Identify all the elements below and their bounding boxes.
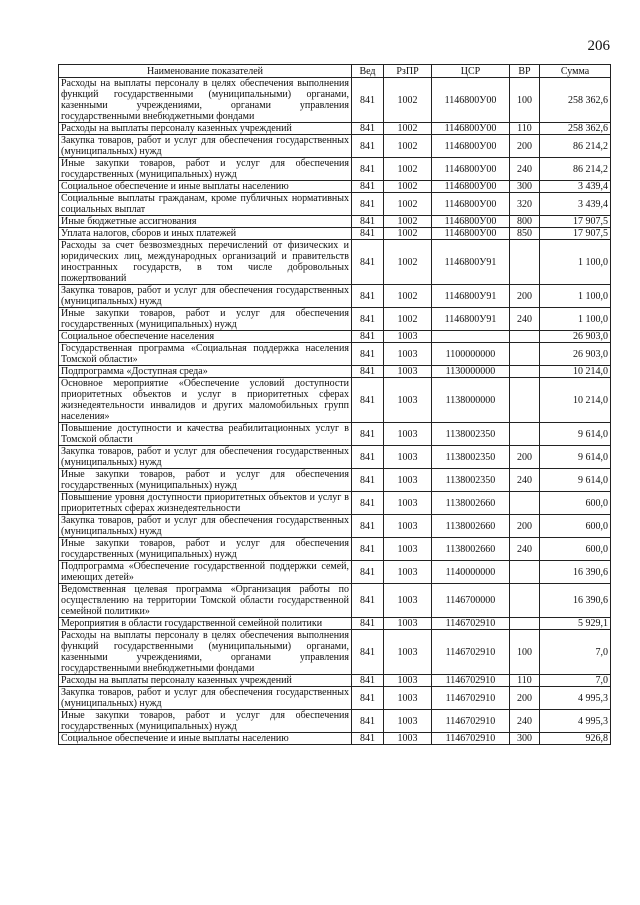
table-row [59, 446, 611, 469]
row-vr [510, 366, 540, 378]
row-csr: 1138000000 [432, 378, 510, 423]
row-sum: 86 214,2 [540, 158, 611, 181]
row-sum: 5 929,1 [540, 618, 611, 630]
row-name: Расходы на выплаты персоналу казенных учреждений [59, 675, 352, 687]
row-csr: 1138002660 [432, 515, 510, 538]
row-ved: 841 [352, 158, 384, 181]
row-ved: 841 [352, 687, 384, 710]
row-ved: 841 [352, 733, 384, 745]
row-ved: 841 [352, 378, 384, 423]
row-rzpr: 1002 [384, 158, 432, 181]
row-rzpr: 1003 [384, 378, 432, 423]
row-rzpr: 1003 [384, 687, 432, 710]
row-ved: 841 [352, 240, 384, 285]
row-ved: 841 [352, 538, 384, 561]
row-vr [510, 343, 540, 366]
row-rzpr: 1002 [384, 228, 432, 240]
row-rzpr: 1002 [384, 240, 432, 285]
row-sum: 600,0 [540, 492, 611, 515]
row-name: Уплата налогов, сборов и иных платежей [59, 228, 352, 240]
row-csr: 1146800У91 [432, 240, 510, 285]
row-sum: 9 614,0 [540, 423, 611, 446]
row-ved: 841 [352, 630, 384, 675]
row-vr: 200 [510, 135, 540, 158]
row-sum: 9 614,0 [540, 446, 611, 469]
table-row [59, 308, 611, 331]
row-sum: 258 362,6 [540, 78, 611, 123]
table-row [59, 343, 611, 366]
row-vr: 100 [510, 78, 540, 123]
row-vr: 110 [510, 123, 540, 135]
row-ved: 841 [352, 423, 384, 446]
row-vr: 110 [510, 675, 540, 687]
row-rzpr: 1002 [384, 78, 432, 123]
row-rzpr: 1003 [384, 733, 432, 745]
header-rzpr: РзПР [384, 65, 432, 78]
table-row [59, 733, 611, 745]
table-row [59, 240, 611, 285]
row-sum: 17 907,5 [540, 228, 611, 240]
row-name: Закупка товаров, работ и услуг для обеспечения государственных (муниципальных) нужд [59, 135, 352, 158]
row-ved: 841 [352, 561, 384, 584]
table-row [59, 618, 611, 630]
row-rzpr: 1002 [384, 216, 432, 228]
row-csr: 1146700000 [432, 584, 510, 618]
row-vr [510, 561, 540, 584]
row-sum: 3 439,4 [540, 193, 611, 216]
row-name: Закупка товаров, работ и услуг для обеспечения государственных (муниципальных) нужд [59, 285, 352, 308]
row-name: Социальное обеспечение и иные выплаты населению [59, 181, 352, 193]
row-csr: 1146800У00 [432, 181, 510, 193]
row-rzpr: 1003 [384, 630, 432, 675]
row-rzpr: 1002 [384, 135, 432, 158]
row-ved: 841 [352, 446, 384, 469]
row-csr: 1146800У00 [432, 216, 510, 228]
row-ved: 841 [352, 78, 384, 123]
row-vr: 240 [510, 308, 540, 331]
row-rzpr: 1003 [384, 675, 432, 687]
row-vr [510, 423, 540, 446]
row-ved: 841 [352, 710, 384, 733]
header-vr: ВР [510, 65, 540, 78]
row-vr [510, 584, 540, 618]
row-sum: 7,0 [540, 675, 611, 687]
row-name: Социальные выплаты гражданам, кроме публичных нормативных социальных выплат [59, 193, 352, 216]
table-row [59, 630, 611, 675]
row-name: Иные закупки товаров, работ и услуг для обеспечения государственных (муниципальных) нужд [59, 538, 352, 561]
row-name: Иные бюджетные ассигнования [59, 216, 352, 228]
row-csr: 1138002660 [432, 492, 510, 515]
row-csr: 1146800У91 [432, 308, 510, 331]
row-name: Расходы на выплаты персоналу в целях обеспечения выполнения функций государственными (муниципальными) органами, казенными учреждениями, органами управления государственными внебюджетными фондами [59, 78, 352, 123]
table-row [59, 515, 611, 538]
row-vr: 200 [510, 285, 540, 308]
row-vr: 200 [510, 687, 540, 710]
row-rzpr: 1003 [384, 343, 432, 366]
row-sum: 4 995,3 [540, 710, 611, 733]
row-csr: 1146800У00 [432, 158, 510, 181]
row-rzpr: 1003 [384, 331, 432, 343]
row-name: Подпрограмма «Обеспечение государственной поддержки семей, имеющих детей» [59, 561, 352, 584]
row-sum: 17 907,5 [540, 216, 611, 228]
row-ved: 841 [352, 285, 384, 308]
table-row [59, 331, 611, 343]
table-row [59, 710, 611, 733]
table-row [59, 228, 611, 240]
row-ved: 841 [352, 308, 384, 331]
table-row [59, 423, 611, 446]
table-row [59, 135, 611, 158]
row-csr: 1146800У00 [432, 123, 510, 135]
row-name: Иные закупки товаров, работ и услуг для обеспечения государственных (муниципальных) нужд [59, 710, 352, 733]
row-csr: 1146800У00 [432, 135, 510, 158]
row-ved: 841 [352, 193, 384, 216]
row-name: Повышение доступности и качества реабилитационных услуг в Томской области [59, 423, 352, 446]
row-name: Расходы на выплаты персоналу в целях обеспечения выполнения функций государственными (муниципальными) органами, казенными учреждениями, органами управления государственными внебюджетными фондами [59, 630, 352, 675]
row-sum: 7,0 [540, 630, 611, 675]
table-row [59, 584, 611, 618]
row-rzpr: 1003 [384, 561, 432, 584]
row-rzpr: 1003 [384, 618, 432, 630]
row-csr: 1138002350 [432, 423, 510, 446]
row-csr: 1146702910 [432, 710, 510, 733]
header-csr: ЦСР [432, 65, 510, 78]
row-rzpr: 1003 [384, 366, 432, 378]
table-row [59, 687, 611, 710]
row-csr: 1146702910 [432, 630, 510, 675]
row-sum: 9 614,0 [540, 469, 611, 492]
row-rzpr: 1003 [384, 515, 432, 538]
row-rzpr: 1003 [384, 469, 432, 492]
table-row [59, 78, 611, 123]
row-csr: 1146702910 [432, 733, 510, 745]
table-row [59, 123, 611, 135]
row-rzpr: 1003 [384, 584, 432, 618]
row-sum: 1 100,0 [540, 285, 611, 308]
page-number: 206 [587, 38, 610, 54]
row-vr: 200 [510, 446, 540, 469]
row-rzpr: 1002 [384, 285, 432, 308]
row-ved: 841 [352, 584, 384, 618]
row-rzpr: 1002 [384, 193, 432, 216]
row-csr: 1100000000 [432, 343, 510, 366]
row-name: Иные закупки товаров, работ и услуг для обеспечения государственных (муниципальных) нужд [59, 469, 352, 492]
row-ved: 841 [352, 135, 384, 158]
row-csr: 1146800У00 [432, 193, 510, 216]
row-rzpr: 1003 [384, 710, 432, 733]
row-sum: 10 214,0 [540, 378, 611, 423]
row-name: Закупка товаров, работ и услуг для обеспечения государственных (муниципальных) нужд [59, 687, 352, 710]
table-row [59, 469, 611, 492]
row-vr: 200 [510, 515, 540, 538]
row-name: Закупка товаров, работ и услуг для обеспечения государственных (муниципальных) нужд [59, 515, 352, 538]
header-name: Наименование показателей [59, 65, 352, 78]
row-ved: 841 [352, 343, 384, 366]
row-ved: 841 [352, 675, 384, 687]
row-csr: 1138002660 [432, 538, 510, 561]
row-vr: 320 [510, 193, 540, 216]
row-rzpr: 1002 [384, 308, 432, 331]
row-ved: 841 [352, 469, 384, 492]
row-name: Ведомственная целевая программа «Организация работы по осуществлению на территории Томской области государственной семейной политики» [59, 584, 352, 618]
row-sum: 3 439,4 [540, 181, 611, 193]
row-ved: 841 [352, 216, 384, 228]
table-header-row [59, 65, 611, 78]
row-vr: 100 [510, 630, 540, 675]
header-sum: Сумма [540, 65, 611, 78]
row-rzpr: 1003 [384, 423, 432, 446]
row-vr [510, 240, 540, 285]
row-name: Социальное обеспечение населения [59, 331, 352, 343]
row-rzpr: 1003 [384, 492, 432, 515]
row-name: Расходы на выплаты персоналу казенных учреждений [59, 123, 352, 135]
row-csr: 1146702910 [432, 687, 510, 710]
row-rzpr: 1003 [384, 538, 432, 561]
row-csr: 1146702910 [432, 675, 510, 687]
row-csr: 1140000000 [432, 561, 510, 584]
row-sum: 16 390,6 [540, 561, 611, 584]
row-name: Иные закупки товаров, работ и услуг для обеспечения государственных (муниципальных) нужд [59, 158, 352, 181]
row-csr [432, 331, 510, 343]
table-row [59, 492, 611, 515]
table-row [59, 538, 611, 561]
table-row [59, 366, 611, 378]
row-csr: 1138002350 [432, 469, 510, 492]
row-name: Расходы за счет безвозмездных перечислений от физических и юридических лиц, международных организаций и правительств иностранных государств, в том числе добровольных пожертвований [59, 240, 352, 285]
table-body [59, 78, 611, 745]
row-name: Подпрограмма «Доступная среда» [59, 366, 352, 378]
row-sum: 600,0 [540, 538, 611, 561]
row-sum: 86 214,2 [540, 135, 611, 158]
table-row [59, 378, 611, 423]
row-sum: 1 100,0 [540, 308, 611, 331]
row-vr: 300 [510, 733, 540, 745]
row-sum: 926,8 [540, 733, 611, 745]
row-ved: 841 [352, 228, 384, 240]
row-vr [510, 618, 540, 630]
row-sum: 26 903,0 [540, 331, 611, 343]
row-ved: 841 [352, 492, 384, 515]
row-vr [510, 378, 540, 423]
table-row [59, 158, 611, 181]
row-vr: 240 [510, 469, 540, 492]
row-sum: 26 903,0 [540, 343, 611, 366]
row-ved: 841 [352, 618, 384, 630]
row-csr: 1130000000 [432, 366, 510, 378]
row-ved: 841 [352, 331, 384, 343]
row-vr: 850 [510, 228, 540, 240]
row-name: Основное мероприятие «Обеспечение условий доступности приоритетных объектов и услуг в приоритетных сферах жизнедеятельности инвалидов и других маломобильных групп населения» [59, 378, 352, 423]
row-vr: 300 [510, 181, 540, 193]
row-vr [510, 331, 540, 343]
row-ved: 841 [352, 366, 384, 378]
row-sum: 4 995,3 [540, 687, 611, 710]
row-csr: 1146800У91 [432, 285, 510, 308]
row-sum: 16 390,6 [540, 584, 611, 618]
row-sum: 258 362,6 [540, 123, 611, 135]
table-row [59, 216, 611, 228]
row-vr: 240 [510, 538, 540, 561]
row-sum: 600,0 [540, 515, 611, 538]
row-sum: 1 100,0 [540, 240, 611, 285]
row-csr: 1146702910 [432, 618, 510, 630]
row-ved: 841 [352, 123, 384, 135]
row-name: Государственная программа «Социальная поддержка населения Томской области» [59, 343, 352, 366]
table-row [59, 561, 611, 584]
table-row [59, 675, 611, 687]
row-vr: 240 [510, 158, 540, 181]
header-ved: Вед [352, 65, 384, 78]
budget-table [58, 64, 611, 745]
row-rzpr: 1002 [384, 123, 432, 135]
row-name: Закупка товаров, работ и услуг для обеспечения государственных (муниципальных) нужд [59, 446, 352, 469]
row-name: Мероприятия в области государственной семейной политики [59, 618, 352, 630]
row-ved: 841 [352, 515, 384, 538]
row-name: Повышение уровня доступности приоритетных объектов и услуг в приоритетных сферах жизнедеятельности [59, 492, 352, 515]
row-rzpr: 1003 [384, 446, 432, 469]
row-rzpr: 1002 [384, 181, 432, 193]
row-ved: 841 [352, 181, 384, 193]
table-row [59, 285, 611, 308]
row-vr: 800 [510, 216, 540, 228]
row-csr: 1146800У00 [432, 228, 510, 240]
row-name: Социальное обеспечение и иные выплаты населению [59, 733, 352, 745]
table-row [59, 181, 611, 193]
row-name: Иные закупки товаров, работ и услуг для обеспечения государственных (муниципальных) нужд [59, 308, 352, 331]
table-row [59, 193, 611, 216]
row-vr [510, 492, 540, 515]
row-csr: 1146800У00 [432, 78, 510, 123]
row-vr: 240 [510, 710, 540, 733]
row-sum: 10 214,0 [540, 366, 611, 378]
row-csr: 1138002350 [432, 446, 510, 469]
